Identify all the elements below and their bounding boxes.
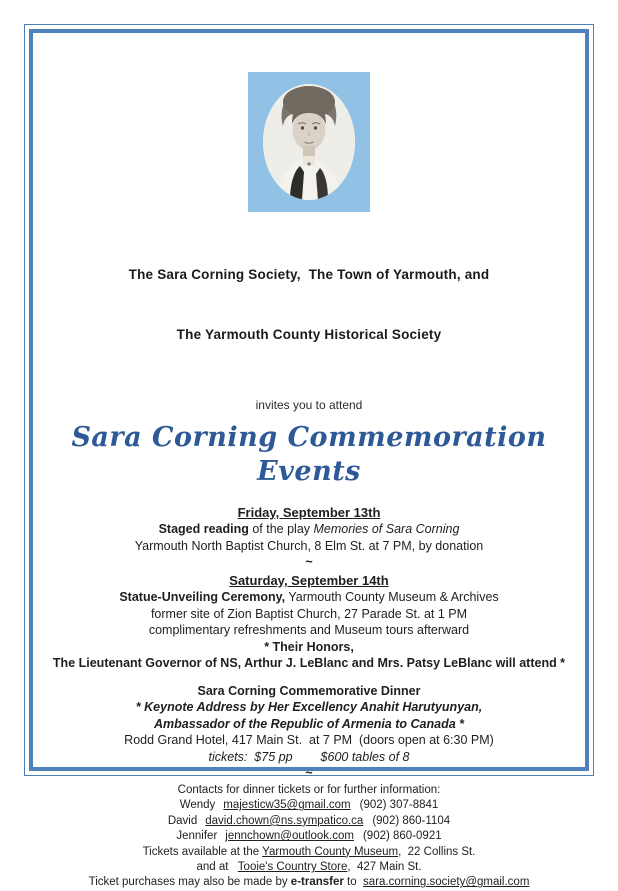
tickets-available-pre: Tickets available at the [142, 845, 263, 858]
invitation-text: invites you to attend [255, 398, 363, 412]
contact-name: Wendy [179, 799, 216, 812]
and-at-pre: and at [196, 861, 238, 874]
contact-phone: (902) 860-1104 [372, 814, 451, 827]
friday-heading: Friday, September 13th [237, 505, 381, 520]
dinner-tickets-line [35, 749, 583, 766]
flyer-content [35, 35, 583, 889]
honors-line-2: The Lieutenant Governor of NS, Arthur J. LeBlanc and Mrs. Patsy LeBlanc will attend * [52, 656, 566, 670]
saturday-refreshments: complimentary refreshments and Museum tours afterward [148, 623, 470, 637]
contact-name: Jennifer [176, 830, 218, 843]
friday-event-name: Staged reading [158, 522, 249, 536]
host-organizations-line-1: The Sara Corning Society, The Town of Yarmouth, and [128, 267, 490, 282]
saturday-event-name: Statue-Unveiling Ceremony, [119, 590, 286, 604]
tickets-available-line [35, 845, 583, 860]
friday-section [35, 504, 583, 554]
etransfer-mid: to [343, 876, 364, 889]
museum-link: Yarmouth County Museum [262, 845, 399, 858]
contact-row-david [35, 814, 583, 829]
saturday-section [35, 572, 583, 672]
event-title: Sara Corning Commemoration Events [71, 422, 547, 487]
contact-row-jennifer [35, 829, 583, 844]
friday-event-mid: of the play [248, 522, 314, 536]
contact-email-link[interactable]: majesticw35@gmail.com [223, 799, 351, 812]
host-organizations [35, 225, 583, 385]
tilde-divider-1: ~ [305, 555, 313, 569]
dinner-keynote-line-1: * Keynote Address by Her Excellency Anahit Harutyunyan, [135, 700, 483, 714]
saturday-event-venue: Yarmouth County Museum & Archives [285, 590, 499, 604]
dinner-section [35, 683, 583, 766]
sara-corning-portrait-image [248, 72, 370, 212]
dinner-keynote-line-2: Ambassador of the Republic of Armenia to Canada * [153, 716, 464, 731]
contact-row-wendy [35, 798, 583, 813]
and-at-line [35, 860, 583, 875]
contact-name: David [167, 814, 198, 827]
honors-line-1: * Their Honors, [264, 639, 354, 654]
dinner-ticket-price: tickets: $75 pp [208, 749, 293, 764]
society-email-link[interactable]: sara.corning.society@gmail.com [363, 876, 530, 889]
dinner-table-price: $600 tables of 8 [320, 749, 410, 764]
store-link: Tooie's Country Store [237, 861, 348, 874]
contacts-section [35, 783, 583, 891]
friday-venue: Yarmouth North Baptist Church, 8 Elm St. at 7 PM, by donation [134, 538, 484, 553]
tilde-divider-2: ~ [305, 766, 313, 780]
and-at-post: , 427 Main St. [347, 861, 422, 874]
contact-phone: (902) 860-0921 [362, 830, 442, 843]
friday-event-line [35, 521, 583, 538]
contacts-intro: Contacts for dinner tickets or for further information: [177, 784, 441, 796]
contact-email-link[interactable]: jennchown@outlook.com [225, 830, 354, 843]
contact-phone: (902) 307-8841 [359, 799, 439, 812]
friday-play-title: Memories of Sara Corning [313, 522, 460, 536]
host-organizations-line-2: The Yarmouth County Historical Society [176, 327, 442, 342]
etransfer-bold: e-transfer [290, 876, 344, 889]
saturday-heading: Saturday, September 14th [229, 573, 389, 588]
saturday-event-line [35, 589, 583, 606]
contact-email-link[interactable]: david.chown@ns.sympatico.ca [205, 814, 364, 827]
tickets-available-post: , 22 Collins St. [398, 845, 476, 858]
dinner-heading: Sara Corning Commemorative Dinner [197, 683, 421, 698]
portrait-photo [248, 72, 370, 212]
etransfer-line [35, 875, 583, 890]
saturday-location: former site of Zion Baptist Church, 27 Parade St. at 1 PM [150, 606, 468, 621]
etransfer-pre: Ticket purchases may also be made by [88, 876, 291, 889]
dinner-venue: Rodd Grand Hotel, 417 Main St. at 7 PM (doors open at 6:30 PM) [124, 733, 494, 747]
